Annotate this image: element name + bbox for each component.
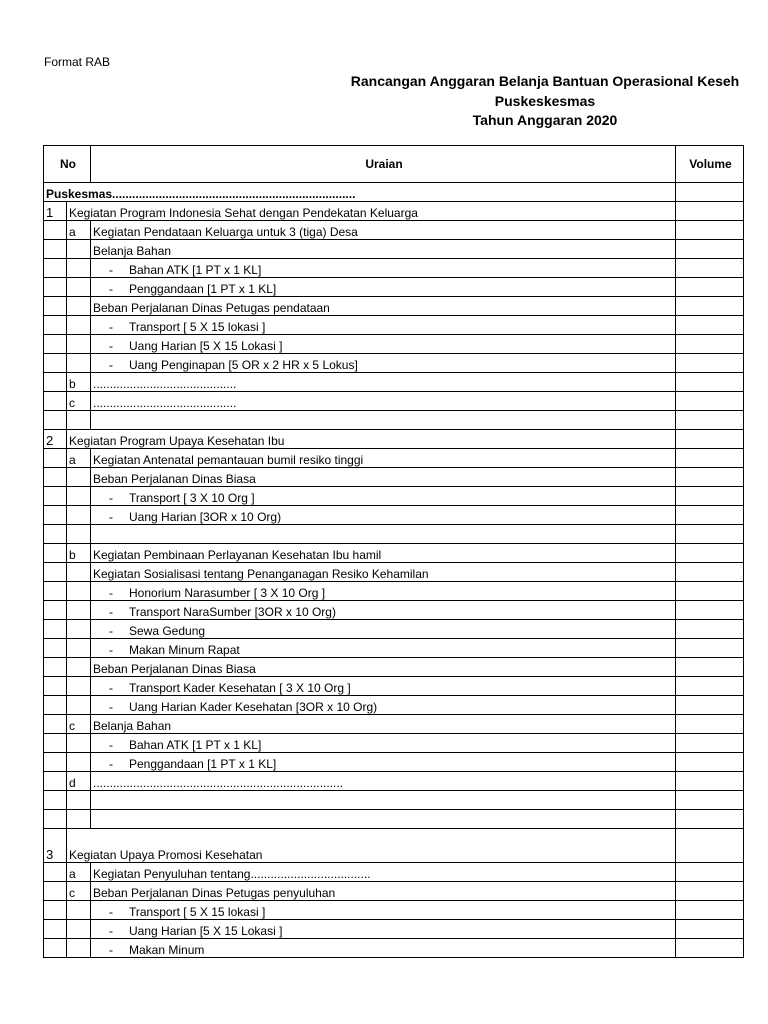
row-number bbox=[44, 449, 67, 468]
item-text: Uang Penginapan [5 OR x 2 HR x 5 Lokus] bbox=[129, 358, 358, 372]
format-label: Format RAB bbox=[44, 55, 111, 69]
item-text: Transport Kader Kesehatan [ 3 X 10 Org ] bbox=[129, 681, 351, 695]
table-row bbox=[44, 639, 744, 658]
row-number bbox=[44, 863, 67, 882]
dash-marker: - bbox=[109, 320, 113, 334]
row-volume bbox=[676, 620, 744, 639]
row-number bbox=[44, 544, 67, 563]
row-uraian bbox=[91, 259, 676, 278]
row-volume bbox=[676, 715, 744, 734]
table-row bbox=[44, 259, 744, 278]
row-number bbox=[44, 563, 67, 582]
row-uraian: Kegiatan Pendataan Keluarga untuk 3 (tiga) Desa bbox=[91, 221, 676, 240]
row-volume bbox=[676, 525, 744, 544]
table-row bbox=[44, 392, 744, 411]
row-letter bbox=[67, 468, 91, 487]
dash-marker: - bbox=[109, 905, 113, 919]
row-uraian: Beban Perjalanan Dinas Biasa bbox=[91, 658, 676, 677]
row-uraian bbox=[91, 601, 676, 620]
row-number bbox=[44, 373, 67, 392]
row-uraian bbox=[91, 316, 676, 335]
table-row bbox=[44, 863, 744, 882]
document-subtitle: Puskeskesmas bbox=[494, 93, 596, 109]
row-volume bbox=[676, 278, 744, 297]
row-number: 3 bbox=[44, 829, 67, 863]
row-letter bbox=[67, 920, 91, 939]
dash-marker: - bbox=[109, 700, 113, 714]
row-number: 2 bbox=[44, 430, 67, 449]
table-row bbox=[44, 677, 744, 696]
row-uraian bbox=[91, 620, 676, 639]
row-volume bbox=[676, 901, 744, 920]
table-row bbox=[44, 183, 744, 202]
table-row bbox=[44, 449, 744, 468]
row-letter bbox=[67, 601, 91, 620]
row-volume bbox=[676, 221, 744, 240]
row-uraian bbox=[91, 939, 676, 958]
row-volume bbox=[676, 487, 744, 506]
table-row bbox=[44, 430, 744, 449]
item-text: Transport [ 5 X 15 lokasi ] bbox=[129, 905, 266, 919]
row-uraian: Beban Perjalanan Dinas Petugas penyuluhan bbox=[91, 882, 676, 901]
row-uraian bbox=[91, 753, 676, 772]
row-uraian bbox=[91, 734, 676, 753]
row-letter bbox=[67, 620, 91, 639]
dash-marker: - bbox=[109, 282, 113, 296]
table-row bbox=[44, 316, 744, 335]
row-letter: a bbox=[67, 449, 91, 468]
dash-marker: - bbox=[109, 586, 113, 600]
row-letter: c bbox=[67, 715, 91, 734]
row-volume bbox=[676, 183, 744, 202]
row-volume bbox=[676, 354, 744, 373]
row-volume bbox=[676, 753, 744, 772]
row-letter bbox=[67, 487, 91, 506]
row-volume bbox=[676, 791, 744, 810]
row-letter: a bbox=[67, 221, 91, 240]
row-letter: d bbox=[67, 772, 91, 791]
dash-marker: - bbox=[109, 491, 113, 505]
row-volume bbox=[676, 639, 744, 658]
row-number bbox=[44, 468, 67, 487]
row-number bbox=[44, 696, 67, 715]
table-row bbox=[44, 563, 744, 582]
row-uraian: Kegiatan Sosialisasi tentang Penanganagan Resiko Kehamilan bbox=[91, 563, 676, 582]
row-number bbox=[44, 392, 67, 411]
dash-marker: - bbox=[109, 624, 113, 638]
row-volume bbox=[676, 392, 744, 411]
item-text: Transport [ 5 X 15 lokasi ] bbox=[129, 320, 266, 334]
row-number bbox=[44, 810, 67, 829]
row-letter bbox=[67, 278, 91, 297]
item-text: Honorium Narasumber [ 3 X 10 Org ] bbox=[129, 586, 326, 600]
row-uraian: Belanja Bahan bbox=[91, 715, 676, 734]
row-letter bbox=[67, 791, 91, 810]
row-number bbox=[44, 221, 67, 240]
table-row bbox=[44, 753, 744, 772]
row-number bbox=[44, 335, 67, 354]
row-uraian: ........................................... bbox=[91, 373, 676, 392]
row-uraian: Kegiatan Antenatal pemantauan bumil resiko tinggi bbox=[91, 449, 676, 468]
table-row bbox=[44, 901, 744, 920]
row-uraian bbox=[91, 525, 676, 544]
row-number bbox=[44, 297, 67, 316]
row-number bbox=[44, 772, 67, 791]
table-row bbox=[44, 715, 744, 734]
row-number bbox=[44, 316, 67, 335]
row-volume bbox=[676, 810, 744, 829]
row-uraian bbox=[91, 810, 676, 829]
row-uraian: Kegiatan Penyuluhan tentang.................................... bbox=[91, 863, 676, 882]
row-number bbox=[44, 411, 67, 430]
table-row bbox=[44, 411, 744, 430]
row-number bbox=[44, 791, 67, 810]
row-number bbox=[44, 939, 67, 958]
row-number bbox=[44, 882, 67, 901]
table-row bbox=[44, 829, 744, 863]
row-letter bbox=[67, 901, 91, 920]
table-row bbox=[44, 696, 744, 715]
row-uraian bbox=[91, 582, 676, 601]
dash-marker: - bbox=[109, 738, 113, 752]
row-letter bbox=[67, 734, 91, 753]
row-number bbox=[44, 920, 67, 939]
table-row bbox=[44, 620, 744, 639]
row-volume bbox=[676, 882, 744, 901]
row-number: 1 bbox=[44, 202, 67, 221]
row-uraian bbox=[91, 411, 676, 430]
row-uraian: ........................................................................... bbox=[91, 772, 676, 791]
row-letter bbox=[67, 753, 91, 772]
item-text: Uang Harian Kader Kesehatan [3OR x 10 Org) bbox=[129, 700, 378, 714]
dash-marker: - bbox=[109, 643, 113, 657]
row-uraian: Belanja Bahan bbox=[91, 240, 676, 259]
row-volume bbox=[676, 411, 744, 430]
row-uraian bbox=[91, 696, 676, 715]
header-no: No bbox=[44, 146, 91, 183]
item-text: Makan Minum Rapat bbox=[129, 643, 240, 657]
row-letter: c bbox=[67, 882, 91, 901]
table-row bbox=[44, 373, 744, 392]
dash-marker: - bbox=[109, 757, 113, 771]
row-letter bbox=[67, 525, 91, 544]
row-volume bbox=[676, 772, 744, 791]
dash-marker: - bbox=[109, 510, 113, 524]
row-number bbox=[44, 354, 67, 373]
row-volume bbox=[676, 696, 744, 715]
budget-table bbox=[43, 145, 744, 958]
row-number bbox=[44, 677, 67, 696]
item-text: Sewa Gedung bbox=[129, 624, 206, 638]
row-letter bbox=[67, 582, 91, 601]
table-row bbox=[44, 810, 744, 829]
row-volume bbox=[676, 506, 744, 525]
row-letter bbox=[67, 658, 91, 677]
row-volume bbox=[676, 202, 744, 221]
table-row bbox=[44, 354, 744, 373]
row-volume bbox=[676, 563, 744, 582]
row-volume bbox=[676, 335, 744, 354]
row-volume bbox=[676, 316, 744, 335]
item-text: Transport [ 3 X 10 Org ] bbox=[129, 491, 255, 505]
row-letter bbox=[67, 677, 91, 696]
row-volume bbox=[676, 863, 744, 882]
row-uraian bbox=[91, 506, 676, 525]
row-volume bbox=[676, 297, 744, 316]
row-number bbox=[44, 506, 67, 525]
row-volume bbox=[676, 734, 744, 753]
row-letter bbox=[67, 506, 91, 525]
table-row bbox=[44, 506, 744, 525]
item-text: Uang Harian [5 X 15 Lokasi ] bbox=[129, 924, 283, 938]
table-row bbox=[44, 297, 744, 316]
table-row bbox=[44, 920, 744, 939]
table-row bbox=[44, 335, 744, 354]
row-letter bbox=[67, 563, 91, 582]
header-uraian: Uraian bbox=[91, 146, 676, 183]
row-volume bbox=[676, 829, 744, 863]
row-number bbox=[44, 639, 67, 658]
item-text: Uang Harian [5 X 15 Lokasi ] bbox=[129, 339, 283, 353]
row-uraian bbox=[91, 639, 676, 658]
table-body bbox=[44, 183, 744, 958]
row-letter bbox=[67, 316, 91, 335]
header-volume: Volume bbox=[676, 146, 744, 183]
row-volume bbox=[676, 677, 744, 696]
row-letter bbox=[67, 335, 91, 354]
row-uraian bbox=[91, 335, 676, 354]
table-row bbox=[44, 221, 744, 240]
row-number bbox=[44, 734, 67, 753]
row-letter bbox=[67, 639, 91, 658]
table-row bbox=[44, 772, 744, 791]
row-uraian bbox=[91, 920, 676, 939]
row-volume bbox=[676, 449, 744, 468]
row-number bbox=[44, 259, 67, 278]
row-number bbox=[44, 753, 67, 772]
row-uraian: ........................................... bbox=[91, 392, 676, 411]
row-letter bbox=[67, 240, 91, 259]
item-text: Makan Minum bbox=[129, 943, 205, 957]
dash-marker: - bbox=[109, 681, 113, 695]
row-number bbox=[44, 601, 67, 620]
row-letter bbox=[67, 411, 91, 430]
dash-marker: - bbox=[109, 263, 113, 277]
row-volume bbox=[676, 430, 744, 449]
row-number bbox=[44, 620, 67, 639]
dash-marker: - bbox=[109, 358, 113, 372]
row-letter bbox=[67, 939, 91, 958]
row-volume bbox=[676, 920, 744, 939]
item-text: Uang Harian [3OR x 10 Org) bbox=[129, 510, 282, 524]
row-number bbox=[44, 658, 67, 677]
dash-marker: - bbox=[109, 943, 113, 957]
row-letter bbox=[67, 354, 91, 373]
row-number bbox=[44, 582, 67, 601]
row-number bbox=[44, 240, 67, 259]
row-volume bbox=[676, 468, 744, 487]
table-row bbox=[44, 544, 744, 563]
row-number bbox=[44, 487, 67, 506]
row-letter bbox=[67, 810, 91, 829]
table-row bbox=[44, 525, 744, 544]
table-row bbox=[44, 202, 744, 221]
table-row bbox=[44, 791, 744, 810]
table-row bbox=[44, 734, 744, 753]
row-volume bbox=[676, 240, 744, 259]
row-letter bbox=[67, 259, 91, 278]
item-text: Bahan ATK [1 PT x 1 KL] bbox=[129, 738, 262, 752]
table-row bbox=[44, 240, 744, 259]
dash-marker: - bbox=[109, 605, 113, 619]
item-text: Penggandaan [1 PT x 1 KL] bbox=[129, 757, 277, 771]
table-row bbox=[44, 582, 744, 601]
row-letter bbox=[67, 696, 91, 715]
row-uraian bbox=[91, 278, 676, 297]
item-text: Transport NaraSumber [3OR x 10 Org) bbox=[129, 605, 336, 619]
row-letter: b bbox=[67, 373, 91, 392]
row-uraian: Kegiatan Pembinaan Perlayanan Kesehatan Ibu hamil bbox=[91, 544, 676, 563]
row-volume bbox=[676, 373, 744, 392]
row-number bbox=[44, 715, 67, 734]
row-letter: b bbox=[67, 544, 91, 563]
row-uraian bbox=[91, 677, 676, 696]
table-row bbox=[44, 658, 744, 677]
row-uraian: Kegiatan Program Upaya Kesehatan Ibu bbox=[67, 430, 676, 449]
row-volume bbox=[676, 259, 744, 278]
row-uraian bbox=[91, 354, 676, 373]
dash-marker: - bbox=[109, 339, 113, 353]
row-volume bbox=[676, 658, 744, 677]
dash-marker: - bbox=[109, 924, 113, 938]
item-text: Bahan ATK [1 PT x 1 KL] bbox=[129, 263, 262, 277]
row-letter: c bbox=[67, 392, 91, 411]
row-letter bbox=[67, 297, 91, 316]
table-row bbox=[44, 278, 744, 297]
row-volume bbox=[676, 544, 744, 563]
row-uraian: Kegiatan Program Indonesia Sehat dengan Pendekatan Keluarga bbox=[67, 202, 676, 221]
row-uraian: Beban Perjalanan Dinas Biasa bbox=[91, 468, 676, 487]
item-text: Penggandaan [1 PT x 1 KL] bbox=[129, 282, 277, 296]
row-uraian bbox=[91, 791, 676, 810]
row-volume bbox=[676, 601, 744, 620]
table-row bbox=[44, 601, 744, 620]
row-letter: a bbox=[67, 863, 91, 882]
row-uraian: Beban Perjalanan Dinas Petugas pendataan bbox=[91, 297, 676, 316]
document-title: Rancangan Anggaran Belanja Bantuan Operasional Keseh bbox=[350, 73, 740, 89]
row-volume bbox=[676, 939, 744, 958]
table-row bbox=[44, 468, 744, 487]
row-number bbox=[44, 525, 67, 544]
row-uraian bbox=[91, 901, 676, 920]
table-row bbox=[44, 939, 744, 958]
table-row bbox=[44, 487, 744, 506]
row-volume bbox=[676, 582, 744, 601]
row-number bbox=[44, 901, 67, 920]
row-number bbox=[44, 278, 67, 297]
table-row bbox=[44, 882, 744, 901]
row-uraian: Kegiatan Upaya Promosi Kesehatan bbox=[67, 829, 676, 863]
row-uraian: Puskesmas......................................................................... bbox=[44, 183, 676, 202]
row-uraian bbox=[91, 487, 676, 506]
fiscal-year-title: Tahun Anggaran 2020 bbox=[472, 112, 618, 128]
table-header-row bbox=[44, 146, 744, 183]
